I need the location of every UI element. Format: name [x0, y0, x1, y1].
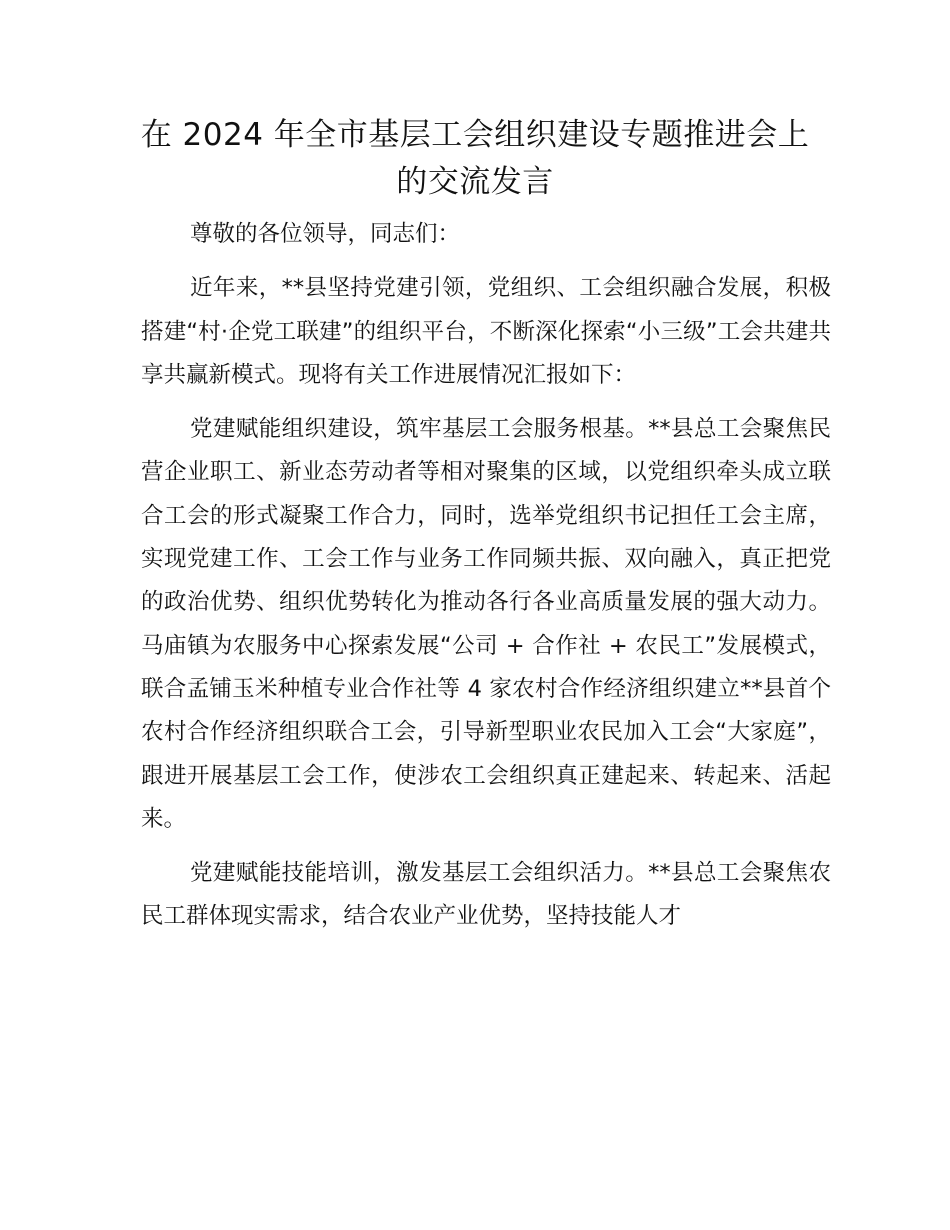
- skills-training-paragraph: 党建赋能技能培训，激发基层工会组织活力。**县总工会聚焦农民工群体现实需求，结合农业产业优势，坚持技能人才: [141, 860, 831, 930]
- salutation-paragraph: 尊敬的各位领导，同志们：: [190, 221, 461, 247]
- document-body: [141, 213, 831, 939]
- document-title: 在 2024 年全市基层工会组织建设专题推进会上的交流发言: [140, 117, 810, 200]
- intro-paragraph: 近年来，**县坚持党建引领，党组织、工会组织融合发展，积极搭建“村·企党工联建”的组织平台，不断深化探索“小三级”工会共建共享共赢新模式。现将有关工作进展情况汇报如下：: [141, 275, 831, 388]
- organization-building-paragraph: 党建赋能组织建设，筑牢基层工会服务根基。**县总工会聚焦民营企业职工、新业态劳动者等相对聚集的区域，以党组织牵头成立联合工会的形式凝聚工作合力，同时，选举党组织书记担任工会主席，实现党建工作、工会工作与业务工作同频共振、双向融入，真正把党的政治优势、组织优势转化为推动各行各业高质量发展的强大动力。马庙镇为农服务中心探索发展“公司 + 合作社 + 农民工”发展模式，联合孟铺玉米种植专业合作社等 4 家农村合作经济组织建立**县首个农村合作经济组织联合工会，引导新型职业农民加入工会“大家庭”，跟进开展基层工会工作，使涉农工会组织真正建起来、转起来、活起来。: [141, 416, 831, 832]
